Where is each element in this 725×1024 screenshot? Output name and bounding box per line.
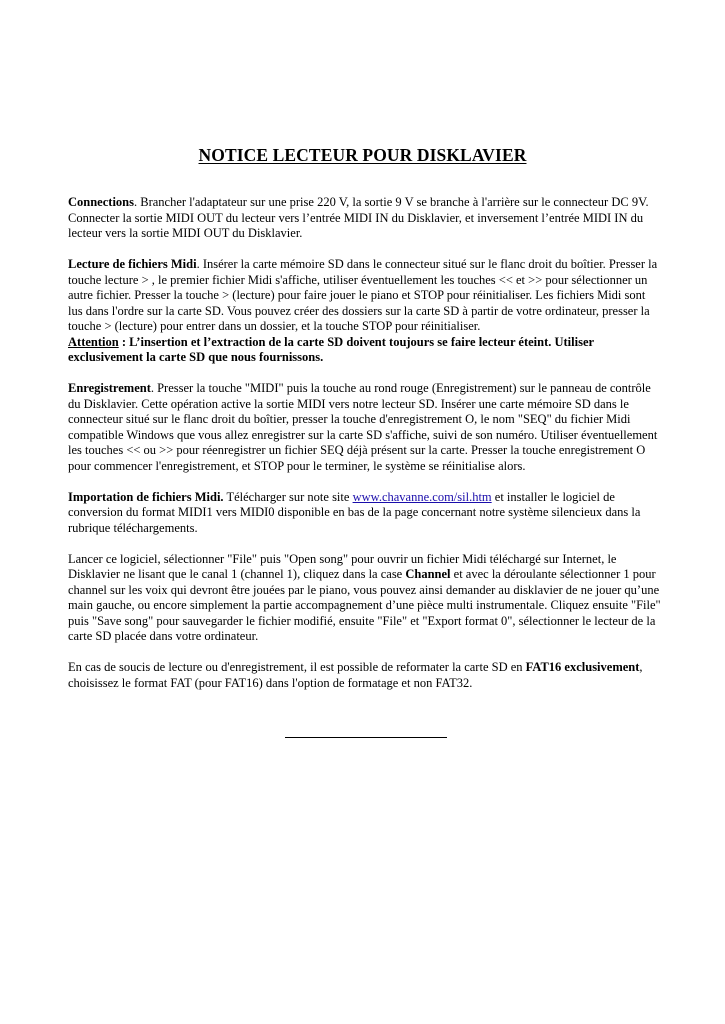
heading-lecture: Lecture de fichiers Midi: [68, 257, 197, 271]
enregistrement-text: . Presser la touche "MIDI" puis la touche au rond rouge (Enregistrement) sur le panneau de contrôle du Disklavier. Cette opération active la sortie MIDI vers notre lecteur SD. Insérer une carte mémoire SD dans le connecteur situé sur le flanc droit du boîtier, presser la touche d'enregistrement O, le nom "SEQ" du fichier Midi compatible Windows que vous allez enregistrer sur la carte SD s'affiche, suivi de son numéro. Utiliser éventuellement les touches << ou >> pour réenregistrer un fichier SEQ déjà présent sur la carte. Presser la touche enregistrement O pour commencer l'enregistrement, et STOP pour le terminer, le système se réinitialise alors.: [68, 381, 658, 473]
chavanne-link[interactable]: www.chavanne.com/sil.htm: [352, 489, 492, 504]
paragraph-enregistrement: [68, 381, 663, 474]
connections-text: . Brancher l'adaptateur sur une prise 220 V, la sortie 9 V se branche à l'arrière sur le connecteur DC 9V. Connecter la sortie MIDI OUT du lecteur vers l’entrée MIDI IN du Disklavier, et inversement l’entrée MIDI IN du lecteur vers la sortie MIDI OUT du Disklavier.: [68, 195, 649, 240]
importation-text-before: Télécharger sur note site: [223, 489, 353, 504]
attention-label: Attention: [68, 334, 119, 349]
heading-enregistrement: Enregistrement: [68, 381, 151, 395]
attention-text: : L’insertion et l’extraction de la carte SD doivent toujours se faire lecteur éteint. Utiliser exclusivement la carte SD que nous fournissons.: [68, 334, 594, 364]
paragraph-connections: [68, 195, 663, 242]
horizontal-rule: [285, 737, 447, 738]
document-body: [68, 195, 663, 707]
lancer-text-after: et avec la déroulante sélectionner 1 pour channel sur les voix qui devront être jouées par le piano, vous pouvez ainsi demander au disklavier de ne jouer qu’une main gauche, ou encore simplement la partie accompagnement d’une pièce multi instrumentale. Cliquez ensuite "File" puis "Save song" pour sauvegarder le fichier modifié, ensuite "File" et "Export format 0", sélectionner le lecteur de la carte SD placée dans votre ordinateur.: [68, 567, 661, 643]
document-title: NOTICE LECTEUR POUR DISKLAVIER: [198, 145, 527, 165]
paragraph-soucis: [68, 660, 663, 691]
paragraph-lecture: [68, 257, 663, 366]
fat16-bold: FAT16 exclusivement: [525, 660, 640, 674]
soucis-text-before: En cas de soucis de lecture ou d'enregistrement, il est possible de reformater la carte SD en: [68, 660, 526, 674]
channel-bold: Channel: [405, 567, 451, 581]
heading-importation: Importation de fichiers Midi.: [68, 489, 224, 504]
heading-connections: Connections: [68, 195, 134, 209]
soucis-text-after: , choisissez le format FAT (pour FAT16) dans l'option de formatage et non FAT32.: [68, 660, 643, 690]
lecture-text: . Insérer la carte mémoire SD dans le connecteur situé sur le flanc droit du boîtier. Presser la touche lecture > , le premier fichier Midi s'affiche, utiliser éventuellement les touches << et >> pour sélectionner un autre fichier. Presser la touche > (lecture) pour faire jouer le piano et STOP pour réinitialiser. Les fichiers Midi sont lus dans l'ordre sur la carte SD. Vous pouvez créer des dossiers sur la carte SD à partir de votre ordinateur, presser la touche > (lecture) pour entrer dans un dossier, et la touche STOP pour réinitialiser.: [68, 257, 658, 333]
importation-text-after: et installer le logiciel de conversion du format MIDI1 vers MIDI0 disponible en bas de la page concernant notre système silencieux dans la rubrique téléchargements.: [68, 489, 641, 535]
paragraph-lancer: [68, 552, 663, 645]
lancer-text-before: Lancer ce logiciel, sélectionner "File" puis "Open song" pour ouvrir un fichier Midi téléchargé sur Internet, le Disklavier ne lisant que le canal 1 (channel 1), cliquez dans la case: [68, 551, 617, 581]
paragraph-importation: [68, 490, 663, 537]
